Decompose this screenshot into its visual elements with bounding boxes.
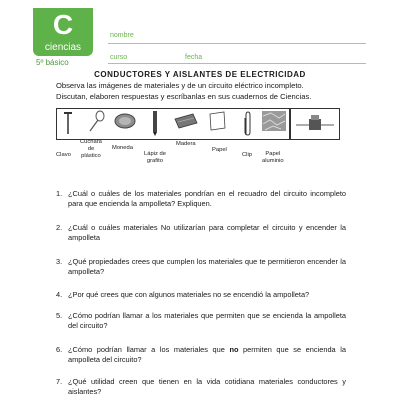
material-label: Papel <box>212 147 227 153</box>
material-label-line: Lápiz de <box>144 151 166 157</box>
intro-text <box>56 80 356 102</box>
name-label: nombre <box>110 32 134 39</box>
coin-icon <box>113 112 137 130</box>
material-label <box>144 151 166 165</box>
question-text: ¿Qué propiedades crees que cumplen los materiales que te permitieron encender la ampolleta? <box>68 257 346 276</box>
spoon-icon <box>87 110 105 132</box>
material-label-line: Papel <box>265 151 281 157</box>
material-label: Clip <box>242 152 252 158</box>
page-title: CONDUCTORES Y AISLANTES DE ELECTRICIDAD <box>94 70 306 79</box>
bulb-icon <box>291 109 339 139</box>
material-label: Moneda <box>112 145 133 151</box>
subject-letter: C <box>52 9 74 40</box>
material-label: Clavo <box>56 152 71 158</box>
question-number: 6. <box>56 345 63 354</box>
intro-line: Observa las imágenes de materiales y de un circuito eléctrico incompleto. <box>56 81 304 90</box>
material-label-line: grafito <box>146 158 164 164</box>
question-item <box>56 257 346 277</box>
subject-name: ciencias <box>44 42 82 53</box>
question-item <box>56 345 346 365</box>
subject-badge <box>33 8 93 56</box>
name-line[interactable] <box>108 43 366 44</box>
course-date-line[interactable] <box>108 63 366 64</box>
question-number: 2. <box>56 223 63 232</box>
materials-box <box>56 108 290 140</box>
emphasis-no: no <box>229 345 239 354</box>
question-text: ¿Cómo podrían llamar a los materiales que no permiten que se encienda la ampolleta del circuito? <box>68 345 346 364</box>
material-label-line: Cuchara <box>80 139 102 145</box>
question-item <box>56 377 346 397</box>
question-item <box>56 290 346 300</box>
question-item <box>56 189 346 209</box>
pencil-icon <box>150 110 160 137</box>
question-number: 4. <box>56 290 63 299</box>
material-label-line: de <box>87 146 95 152</box>
material-label <box>80 139 102 160</box>
material-label-line: plástico <box>81 153 101 159</box>
foil-icon <box>261 110 287 132</box>
grade-label: 5º básico <box>36 58 69 67</box>
question-number: 3. <box>56 257 63 266</box>
question-item <box>56 311 346 331</box>
question-number: 1. <box>56 189 63 198</box>
course-label: curso <box>110 54 128 61</box>
question-text: ¿Cuál o cuáles de los materiales pondrían en el recuadro del circuito incompleto para que encienda la ampolleta? Expliquen. <box>68 189 346 208</box>
material-label <box>262 151 284 165</box>
nail-icon <box>62 111 74 135</box>
date-label: fecha <box>185 54 203 61</box>
clip-icon <box>243 110 253 138</box>
intro-line: Discutan, elaboren respuestas y escríbanlas en sus cuadernos de Ciencias. <box>56 92 312 101</box>
question-number: 7. <box>56 377 63 386</box>
question-item <box>56 223 346 243</box>
material-label: Madera <box>176 141 196 147</box>
question-text: ¿Cómo podrían llamar a los materiales que permiten que se encienda la ampolleta del circuito? <box>68 311 346 330</box>
wood-icon <box>173 113 199 129</box>
paper-icon <box>207 111 227 131</box>
question-text: ¿Qué utilidad creen que tienen en la vida cotidiana materiales conductores y aislantes? <box>68 377 346 396</box>
question-text: ¿Cuál o cuáles materiales No utilizarían para completar el circuito y encender la ampolleta <box>68 223 346 242</box>
question-number: 5. <box>56 311 63 320</box>
question-text: ¿Por qué crees que con algunos materiales no se encendió la ampolleta? <box>68 290 310 299</box>
material-label-line: aluminio <box>262 158 284 164</box>
incomplete-circuit <box>290 108 340 140</box>
